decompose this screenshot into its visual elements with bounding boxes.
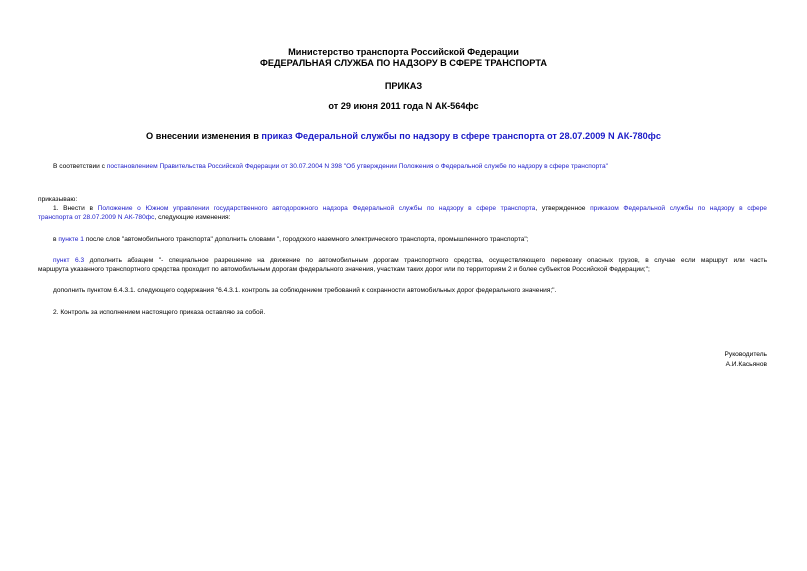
subitem-1-prefix: в: [53, 236, 59, 243]
subitem-3-paragraph: дополнить пунктом 6.4.3.1. следующего содержания "6.4.3.1. контроль за соблюдением требований к сохранности автомобильных дорог федерального значения;".: [53, 287, 557, 294]
signature-role: Руководитель: [724, 351, 767, 358]
item-1-middle: , утвержденное: [535, 205, 591, 212]
order-link-part-1[interactable]: приказом Федеральной службы по надзору в сфере: [590, 205, 767, 212]
item-1-suffix: , следующие изменения:: [154, 214, 231, 221]
document-date-number: от 29 июня 2011 года N АК-564фс: [328, 101, 479, 111]
service-heading: ФЕДЕРАЛЬНАЯ СЛУЖБА ПО НАДЗОРУ В СФЕРЕ ТРАНСПОРТА: [260, 58, 547, 68]
item-1-paragraph: [53, 205, 767, 214]
government-resolution-link[interactable]: постановлением Правительства Российской Федерации от 30.07.2004 N 398 "Об утверждении Положения о Федеральной службе по надзору в сфере транспорта": [106, 163, 608, 170]
basis-paragraph: [53, 163, 767, 172]
order-word: приказываю:: [38, 196, 78, 203]
clause-6-3-link[interactable]: пункт 6.3: [53, 257, 85, 264]
subitem-2-line-1: [53, 257, 767, 266]
basis-prefix: В соответствии с: [53, 163, 107, 170]
item-1-line-1: [53, 205, 767, 214]
document-type-heading: ПРИКАЗ: [384, 81, 423, 91]
subitem-2-paragraph: [53, 257, 767, 266]
clause-1-link[interactable]: пункте 1: [58, 236, 84, 243]
order-link-part-2[interactable]: транспорта от 28.07.2009 N АК-780фс: [38, 214, 155, 221]
signature-name: А.И.Касьянов: [725, 361, 767, 368]
title-order-link[interactable]: приказ Федеральной службы по надзору в сфере транспорта от 28.07.2009 N АК-780фс: [261, 131, 661, 141]
title-prefix: О внесении изменения в: [146, 131, 262, 141]
subitem-2-line-2: маршрута указанного транспортного средства проходит по автомобильным дорогам федерального значения, участкам таких дорог или по территориям 2 и более субъектов Российской Федерации;";: [38, 266, 650, 273]
subitem-1-suffix: после слов "автомобильного транспорта" дополнить словами ", городского наземного электрического транспорта, промышленного транспорта";: [83, 236, 529, 243]
item-1-line-2: [38, 214, 767, 223]
item-1-prefix: 1. Внести в: [53, 205, 98, 212]
regulation-link[interactable]: Положение о Южном управлении государственного автодорожного надзора Федеральной службы по надзору в сфере транспорта: [97, 205, 536, 212]
subitem-1-paragraph: [53, 236, 767, 245]
item-2-paragraph: 2. Контроль за исполнением настоящего приказа оставляю за собой.: [53, 309, 266, 316]
ministry-heading: Министерство транспорта Российской Федерации: [288, 47, 519, 57]
document-title: [0, 131, 807, 142]
subitem-2-line-1-text: дополнить абзацем "- специальное разрешение на движение по автомобильным дорогам транспортного средства, осуществляющего перевозку опасных грузов, в случае если маршрут или часть: [84, 257, 767, 264]
